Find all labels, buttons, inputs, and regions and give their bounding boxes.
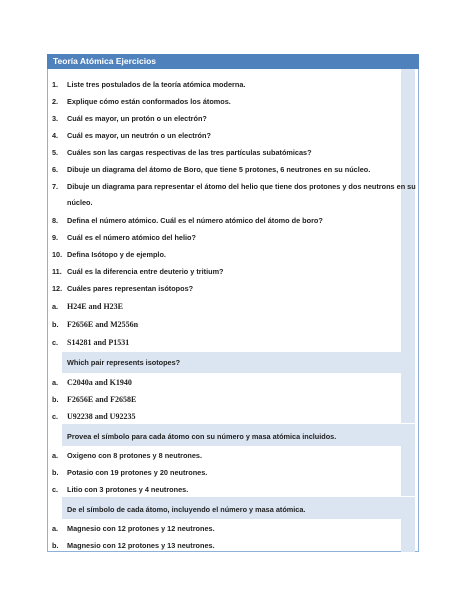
item-text: Potasio con 19 protones y 20 neutrones. [67, 468, 208, 477]
worksheet-title: Teoría Atómica Ejercicios [47, 54, 419, 69]
section-heading-text: Which pair represents isotopes? [67, 358, 181, 367]
section-heading-text: De el símbolo de cada átomo, incluyendo el número y masa atómica. [67, 505, 306, 514]
pair-item [52, 336, 416, 350]
item-letter: c. [52, 485, 59, 494]
question-text: Explique cómo están conformados los átomos. [67, 97, 231, 106]
question-item [52, 265, 416, 279]
question-number: 10. [52, 250, 63, 259]
answer-item [52, 449, 416, 463]
pair-text: U92238 and U92235 [67, 412, 136, 421]
pair-letter: a. [52, 302, 59, 311]
question-number: 4. [52, 131, 59, 140]
question-number: 6. [52, 165, 59, 174]
question-text: Cuál es mayor, un protón o un electrón? [67, 114, 207, 123]
question-text: Cuáles son las cargas respectivas de las tres partículas subatómicas? [67, 148, 312, 157]
question-item [52, 282, 416, 296]
question-number: 8. [52, 216, 59, 225]
question-text: Liste tres postulados de la teoría atómica moderna. [67, 80, 246, 89]
answer-item [52, 522, 416, 536]
question-number: 5. [52, 148, 59, 157]
pair-letter: a. [52, 378, 59, 387]
question-text: Cuál es la diferencia entre deuterio y tritium? [67, 267, 224, 276]
pair-text: F2656E and M2556n [67, 320, 139, 329]
pair-item [52, 300, 416, 314]
pair-item [52, 318, 416, 332]
pair-item [52, 410, 416, 424]
pair-item [52, 393, 416, 407]
question-text: Dibuje un diagrama del átomo de Boro, que tiene 5 protones, 6 neutrones en su núcleo. [67, 165, 371, 174]
question-number: 1. [52, 80, 59, 89]
pair-letter: b. [52, 395, 59, 404]
pair-text: S14281 and P1531 [67, 338, 130, 347]
pair-text: F2656E and F2658E [67, 395, 137, 404]
section-heading [52, 356, 416, 370]
item-text: Magnesio con 12 protones y 12 neutrones. [67, 524, 215, 533]
item-letter: a. [52, 451, 59, 460]
question-text: Dibuje un diagrama para representar el átomo del helio que tiene dos protones y dos neutrons en su [67, 182, 416, 191]
question-text: Defina Isótopo y de ejemplo. [67, 250, 166, 259]
pair-letter: c. [52, 412, 59, 421]
pair-text: C2040a and K1940 [67, 378, 132, 387]
item-letter: b. [52, 468, 59, 477]
question-text: Defina el número atómico. Cuál es el número atómico del átomo de boro? [67, 216, 323, 225]
section-heading [52, 430, 416, 444]
question-item [52, 129, 416, 143]
question-item [52, 78, 416, 92]
section-heading [52, 503, 416, 517]
question-text: Cuál es el número atómico del helio? [67, 233, 196, 242]
item-text: Magnesio con 12 protones y 13 neutrones. [67, 541, 215, 550]
question-item [52, 214, 416, 228]
question-number: 3. [52, 114, 59, 123]
question-item [52, 248, 416, 262]
answer-item [52, 466, 416, 480]
question-continuation [52, 196, 416, 210]
question-item [52, 112, 416, 126]
question-number: 2. [52, 97, 59, 106]
item-letter: b. [52, 541, 59, 550]
pair-letter: c. [52, 338, 59, 347]
question-item [52, 180, 416, 194]
pair-item [52, 376, 416, 390]
question-number: 12. [52, 284, 63, 293]
answer-item [52, 483, 416, 497]
question-text: núcleo. [67, 198, 93, 207]
pair-text: H24E and H23E [67, 302, 124, 311]
question-number: 11. [52, 267, 62, 276]
question-number: 7. [52, 182, 59, 191]
question-item [52, 163, 416, 177]
pair-letter: b. [52, 320, 59, 329]
item-letter: a. [52, 524, 59, 533]
answer-item [52, 539, 416, 553]
question-item [52, 231, 416, 245]
section-heading-text: Provea el símbolo para cada átomo con su número y masa atómica incluidos. [67, 432, 337, 441]
question-text: Cuál es mayor, un neutrón o un electrón? [67, 131, 211, 140]
question-text: Cuáles pares representan isótopos? [67, 284, 194, 293]
question-item [52, 95, 416, 109]
question-item [52, 146, 416, 160]
item-text: Oxigeno con 8 protones y 8 neutrones. [67, 451, 203, 460]
question-number: 9. [52, 233, 59, 242]
item-text: Litio con 3 protones y 4 neutrones. [67, 485, 189, 494]
